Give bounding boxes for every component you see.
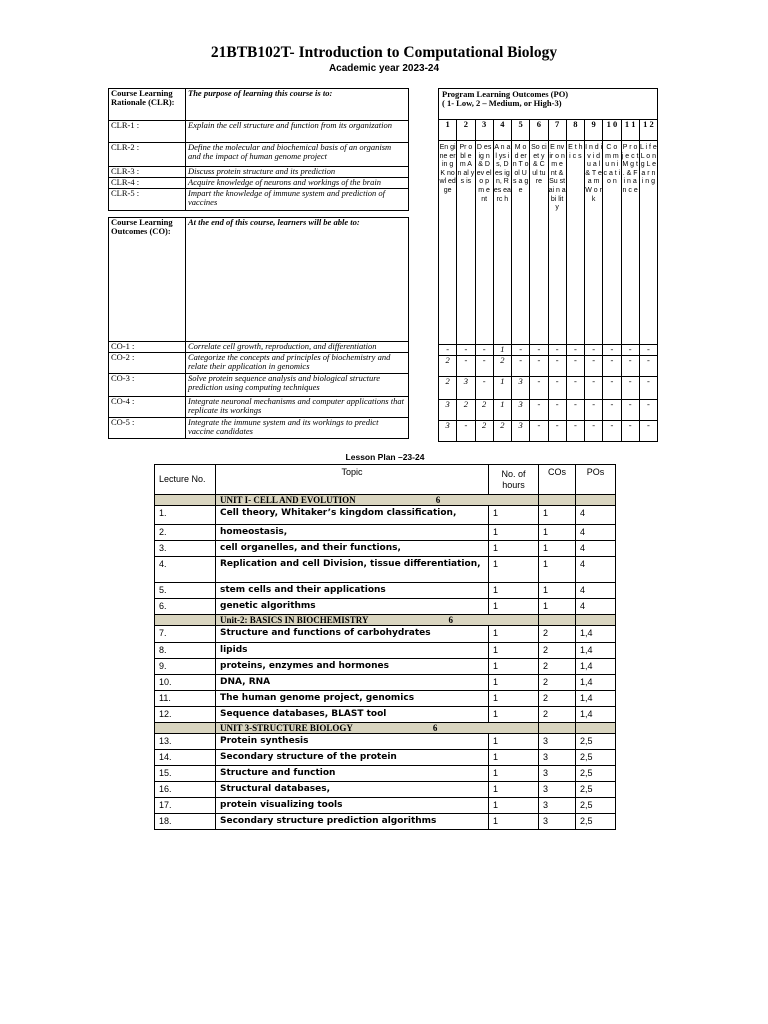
- po-value: -: [566, 400, 584, 421]
- lecture-hours: 1: [489, 750, 539, 766]
- lecture-row: [155, 525, 616, 541]
- lecture-po: 1,4: [576, 691, 616, 707]
- clr-purpose: The purpose of learning this course is to:: [186, 89, 409, 121]
- po-number: 1 1: [621, 120, 639, 141]
- po-number: 7: [548, 120, 566, 141]
- po-value-row: [439, 400, 658, 421]
- po-value-row: [439, 345, 658, 356]
- co-row: [109, 397, 409, 418]
- po-value: -: [457, 345, 475, 356]
- lecture-topic: stem cells and their applications: [216, 583, 489, 599]
- lecture-row: [155, 557, 616, 583]
- lecture-topic: protein visualizing tools: [216, 798, 489, 814]
- lecture-row: [155, 734, 616, 750]
- po-heading: [439, 89, 658, 120]
- lecture-hours: 1: [489, 734, 539, 750]
- po-label: P r o j e c t M g t . & F i n a n c e: [621, 141, 639, 345]
- clr-text: Discuss protein structure and its prediction: [186, 167, 409, 178]
- co-row: [109, 374, 409, 397]
- po-value: -: [512, 356, 530, 377]
- clr-code: CLR-3 :: [109, 167, 186, 178]
- po-value: -: [530, 345, 548, 356]
- po-value: 3: [512, 400, 530, 421]
- po-label: So ci et y & C ul tu re: [530, 141, 548, 345]
- lecture-hours: 1: [489, 583, 539, 599]
- lecture-row: [155, 798, 616, 814]
- lecture-po: 4: [576, 599, 616, 615]
- clr-code: CLR-4 :: [109, 178, 186, 189]
- unit-spacer: [155, 495, 216, 506]
- po-number: 1: [439, 120, 457, 141]
- po-value: -: [530, 421, 548, 442]
- lecture-topic: Secondary structure prediction algorithms: [216, 814, 489, 830]
- unit-row: [155, 723, 616, 734]
- lecture-hours: 1: [489, 675, 539, 691]
- lecture-po: 1,4: [576, 626, 616, 643]
- lecture-po: 1,4: [576, 675, 616, 691]
- lecture-co: 2: [539, 675, 576, 691]
- lecture-number: 6.: [155, 599, 216, 615]
- lecture-po: 2,5: [576, 750, 616, 766]
- header-hours: No. of hours: [489, 465, 539, 495]
- po-value: -: [621, 400, 639, 421]
- lecture-hours: 1: [489, 798, 539, 814]
- po-value: 2: [475, 400, 493, 421]
- po-number: 1 0: [603, 120, 621, 141]
- po-value: -: [512, 345, 530, 356]
- lecture-number: 4.: [155, 557, 216, 583]
- co-row: [109, 342, 409, 353]
- lecture-co: 2: [539, 707, 576, 723]
- clr-text: Define the molecular and biochemical basis of an organism and the impact of human genome project: [186, 143, 409, 167]
- header-pos: POs: [576, 465, 616, 495]
- lecture-topic: Sequence databases, BLAST tool: [216, 707, 489, 723]
- unit-spacer: [576, 495, 616, 506]
- lecture-topic: Structure and functions of carbohydrates: [216, 626, 489, 643]
- lecture-po: 2,5: [576, 734, 616, 750]
- lecture-po: 2,5: [576, 782, 616, 798]
- lecture-number: 18.: [155, 814, 216, 830]
- po-value: -: [603, 421, 621, 442]
- po-value: -: [621, 345, 639, 356]
- po-value: 3: [457, 377, 475, 400]
- lecture-po: 4: [576, 541, 616, 557]
- po-number: 8: [566, 120, 584, 141]
- clr-row: [109, 121, 409, 143]
- lecture-number: 17.: [155, 798, 216, 814]
- lecture-row: [155, 707, 616, 723]
- po-value: -: [603, 356, 621, 377]
- po-value: -: [530, 377, 548, 400]
- lecture-row: [155, 814, 616, 830]
- clr-row: [109, 167, 409, 178]
- lecture-row: [155, 599, 616, 615]
- co-text: Solve protein sequence analysis and biological structure prediction using computing techniques: [186, 374, 409, 397]
- lecture-topic: proteins, enzymes and hormones: [216, 659, 489, 675]
- po-value: -: [548, 421, 566, 442]
- lecture-row: [155, 782, 616, 798]
- po-value: -: [603, 377, 621, 400]
- unit-title: [216, 723, 539, 734]
- po-heading-line1: Program Learning Outcomes (PO): [442, 89, 569, 99]
- lecture-co: 1: [539, 541, 576, 557]
- po-value: -: [566, 345, 584, 356]
- unit-spacer: [539, 723, 576, 734]
- lecture-co: 3: [539, 734, 576, 750]
- unit-hours: 6: [448, 615, 453, 625]
- lecture-po: 2,5: [576, 814, 616, 830]
- po-value: -: [639, 400, 657, 421]
- co-label: Course Learning Outcomes (CO):: [109, 218, 186, 342]
- co-code: CO-4 :: [109, 397, 186, 418]
- lecture-row: [155, 626, 616, 643]
- po-label: C o m m u n i c a t i o n: [603, 141, 621, 345]
- po-value-row: [439, 377, 658, 400]
- lecture-number: 8.: [155, 643, 216, 659]
- lecture-co: 2: [539, 659, 576, 675]
- po-value: -: [639, 377, 657, 400]
- unit-spacer: [155, 723, 216, 734]
- lecture-hours: 1: [489, 643, 539, 659]
- lesson-plan-table: [154, 464, 616, 830]
- lecture-hours: 1: [489, 814, 539, 830]
- po-label: En gi ne er in g K no wl ed ge: [439, 141, 457, 345]
- unit-title: [216, 615, 539, 626]
- lecture-co: 3: [539, 750, 576, 766]
- po-label: I n d i v i d u a l & T e a m W o r k: [585, 141, 603, 345]
- po-value: -: [585, 345, 603, 356]
- po-label: A n al ys is, D es ig n, R es ea rc h: [493, 141, 511, 345]
- po-value: 2: [493, 421, 511, 442]
- lecture-topic: cell organelles, and their functions,: [216, 541, 489, 557]
- unit-hours: 6: [435, 495, 441, 505]
- po-value: 3: [512, 377, 530, 400]
- lecture-number: 1.: [155, 506, 216, 525]
- lecture-row: [155, 541, 616, 557]
- lecture-row: [155, 506, 616, 525]
- co-code: CO-3 :: [109, 374, 186, 397]
- lecture-co: 1: [539, 583, 576, 599]
- po-value: -: [639, 421, 657, 442]
- po-value: -: [566, 356, 584, 377]
- po-value: -: [585, 377, 603, 400]
- lecture-row: [155, 659, 616, 675]
- po-value: -: [566, 421, 584, 442]
- lecture-number: 14.: [155, 750, 216, 766]
- unit-spacer: [576, 615, 616, 626]
- lecture-number: 5.: [155, 583, 216, 599]
- lecture-hours: 1: [489, 541, 539, 557]
- co-code: CO-1 :: [109, 342, 186, 353]
- po-number: 3: [475, 120, 493, 141]
- po-table: [438, 88, 658, 442]
- unit-spacer: [155, 615, 216, 626]
- po-value: 1: [493, 377, 511, 400]
- po-value: -: [530, 356, 548, 377]
- po-number: 5: [512, 120, 530, 141]
- po-number: 4: [493, 120, 511, 141]
- clr-table: [108, 88, 409, 211]
- po-number: 9: [585, 120, 603, 141]
- po-value: -: [585, 421, 603, 442]
- po-value: 1: [493, 400, 511, 421]
- po-value: 3: [439, 400, 457, 421]
- lecture-hours: 1: [489, 626, 539, 643]
- co-text: Integrate neuronal mechanisms and computer applications that replicate its workings: [186, 397, 409, 418]
- lecture-topic: lipids: [216, 643, 489, 659]
- po-value: -: [457, 421, 475, 442]
- header-cos: COs: [539, 465, 576, 495]
- lecture-co: 3: [539, 782, 576, 798]
- po-value: -: [548, 377, 566, 400]
- po-value: -: [457, 356, 475, 377]
- po-value-row: [439, 356, 658, 377]
- clr-code: CLR-2 :: [109, 143, 186, 167]
- clr-text: Impart the knowledge of immune system and prediction of vaccines: [186, 189, 409, 211]
- clr-row: [109, 178, 409, 189]
- clr-text: Explain the cell structure and function from its organization: [186, 121, 409, 143]
- lecture-row: [155, 691, 616, 707]
- header-lecture: Lecture No.: [155, 465, 216, 495]
- lecture-hours: 1: [489, 691, 539, 707]
- lecture-co: 1: [539, 506, 576, 525]
- lesson-plan-title: Lesson Plan –23-24: [345, 452, 425, 462]
- clr-row: [109, 143, 409, 167]
- header-topic: Topic: [216, 465, 489, 495]
- po-value: -: [475, 356, 493, 377]
- po-label: M o d er n T o ol U s a g e: [512, 141, 530, 345]
- lecture-hours: 1: [489, 525, 539, 541]
- lecture-co: 3: [539, 798, 576, 814]
- unit-row: [155, 495, 616, 506]
- lecture-po: 4: [576, 525, 616, 541]
- po-number: 6: [530, 120, 548, 141]
- po-value: 1: [493, 345, 511, 356]
- lecture-number: 7.: [155, 626, 216, 643]
- academic-year: Academic year 2023-24: [328, 63, 440, 74]
- lecture-hours: 1: [489, 506, 539, 525]
- lecture-topic: DNA, RNA: [216, 675, 489, 691]
- lecture-row: [155, 766, 616, 782]
- unit-title-text: Unit-2: BASICS IN BIOCHEMISTRY: [220, 615, 369, 625]
- po-value: 2: [439, 356, 457, 377]
- document-title: 21BTB102T- Introduction to Computational Biology: [210, 44, 558, 61]
- po-value: 2: [439, 377, 457, 400]
- po-value: -: [439, 345, 457, 356]
- lecture-co: 2: [539, 691, 576, 707]
- po-value: 3: [512, 421, 530, 442]
- po-value: -: [475, 345, 493, 356]
- lecture-po: 2,5: [576, 766, 616, 782]
- po-value: -: [603, 400, 621, 421]
- lecture-number: 2.: [155, 525, 216, 541]
- lecture-topic: Protein synthesis: [216, 734, 489, 750]
- lecture-row: [155, 675, 616, 691]
- lecture-co: 2: [539, 643, 576, 659]
- po-label: Pr o bl e m A n al ys is: [457, 141, 475, 345]
- po-label: L i f e L o n g L e a r n i n g: [639, 141, 657, 345]
- co-code: CO-5 :: [109, 418, 186, 439]
- co-table: [108, 217, 409, 439]
- po-value: -: [639, 345, 657, 356]
- po-number: 1 2: [639, 120, 657, 141]
- lecture-number: 16.: [155, 782, 216, 798]
- co-code: CO-2 :: [109, 353, 186, 374]
- lecture-topic: Secondary structure of the protein: [216, 750, 489, 766]
- lecture-hours: 1: [489, 707, 539, 723]
- lecture-number: 9.: [155, 659, 216, 675]
- po-value: -: [621, 377, 639, 400]
- lecture-hours: 1: [489, 659, 539, 675]
- clr-code: CLR-5 :: [109, 189, 186, 211]
- lecture-hours: 1: [489, 782, 539, 798]
- unit-row: [155, 615, 616, 626]
- po-number: 2: [457, 120, 475, 141]
- lecture-number: 15.: [155, 766, 216, 782]
- po-value: 2: [475, 421, 493, 442]
- po-value: -: [585, 356, 603, 377]
- lecture-number: 12.: [155, 707, 216, 723]
- lecture-number: 3.: [155, 541, 216, 557]
- unit-spacer: [539, 495, 576, 506]
- lecture-topic: genetic algorithms: [216, 599, 489, 615]
- lecture-co: 2: [539, 626, 576, 643]
- lecture-topic: homeostasis,: [216, 525, 489, 541]
- unit-title-text: UNIT 3-STRUCTURE BIOLOGY: [220, 723, 353, 733]
- po-value: -: [566, 377, 584, 400]
- co-row: [109, 353, 409, 374]
- lecture-po: 4: [576, 583, 616, 599]
- po-value: -: [585, 400, 603, 421]
- unit-spacer: [539, 615, 576, 626]
- lecture-co: 1: [539, 525, 576, 541]
- lecture-co: 1: [539, 599, 576, 615]
- lecture-po: 1,4: [576, 659, 616, 675]
- lecture-co: 3: [539, 814, 576, 830]
- po-value: -: [475, 377, 493, 400]
- lecture-topic: The human genome project, genomics: [216, 691, 489, 707]
- lecture-po: 4: [576, 557, 616, 583]
- clr-row: [109, 189, 409, 211]
- po-value: -: [548, 400, 566, 421]
- lecture-topic: Cell theory, Whitaker’s kingdom classification,: [216, 506, 489, 525]
- co-text: Categorize the concepts and principles of biochemistry and relate their application in genomics: [186, 353, 409, 374]
- lecture-number: 11.: [155, 691, 216, 707]
- po-label: E nv ir o n m e nt & Su st ai n a bi lit y: [548, 141, 566, 345]
- lecture-row: [155, 750, 616, 766]
- lecture-po: 1,4: [576, 707, 616, 723]
- unit-title: [216, 495, 539, 506]
- co-intro: At the end of this course, learners will be able to:: [186, 218, 409, 342]
- lecture-number: 10.: [155, 675, 216, 691]
- lecture-hours: 1: [489, 766, 539, 782]
- lecture-po: 4: [576, 506, 616, 525]
- lecture-co: 3: [539, 766, 576, 782]
- po-value: -: [621, 356, 639, 377]
- po-value: -: [639, 356, 657, 377]
- clr-label: Course Learning Rationale (CLR):: [109, 89, 186, 121]
- po-value-row: [439, 421, 658, 442]
- unit-title-text: UNIT I- CELL AND EVOLUTION: [220, 495, 356, 505]
- lecture-co: 1: [539, 557, 576, 583]
- unit-hours: 6: [432, 723, 438, 733]
- lecture-topic: Structure and function: [216, 766, 489, 782]
- po-value: -: [548, 345, 566, 356]
- lecture-number: 13.: [155, 734, 216, 750]
- po-value: 2: [493, 356, 511, 377]
- po-value: 3: [439, 421, 457, 442]
- lecture-topic: Replication and cell Division, tissue differentiation,: [216, 557, 489, 583]
- po-value: -: [621, 421, 639, 442]
- lecture-row: [155, 643, 616, 659]
- po-value: -: [548, 356, 566, 377]
- po-heading-line2: ( 1- Low, 2 – Medium, or High-3): [442, 98, 562, 108]
- clr-text: Acquire knowledge of neurons and workings of the brain: [186, 178, 409, 189]
- co-text: Integrate the immune system and its workings to predict vaccine candidates: [186, 418, 409, 439]
- lecture-hours: 1: [489, 599, 539, 615]
- lecture-po: 2,5: [576, 798, 616, 814]
- po-value: 2: [457, 400, 475, 421]
- unit-spacer: [576, 723, 616, 734]
- po-value: -: [603, 345, 621, 356]
- co-row: [109, 418, 409, 439]
- clr-code: CLR-1 :: [109, 121, 186, 143]
- lecture-topic: Structural databases,: [216, 782, 489, 798]
- po-label: E t h i c s: [566, 141, 584, 345]
- po-label: D es ig n & D ev el o p m e nt: [475, 141, 493, 345]
- lecture-po: 1,4: [576, 643, 616, 659]
- lecture-hours: 1: [489, 557, 539, 583]
- po-value: -: [530, 400, 548, 421]
- lecture-row: [155, 583, 616, 599]
- co-text: Correlate cell growth, reproduction, and differentiation: [186, 342, 409, 353]
